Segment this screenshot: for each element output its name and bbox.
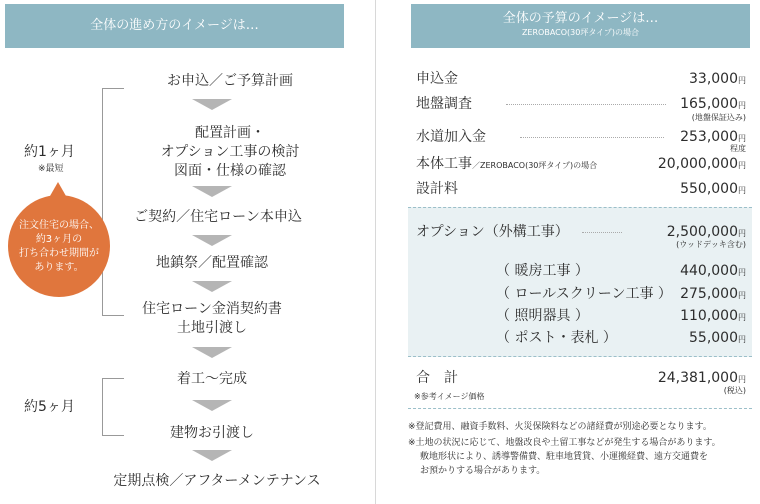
schedule-header: 全体の進め方のイメージは… bbox=[5, 4, 344, 48]
amount-value: 24,381,000 bbox=[657, 370, 738, 386]
step-construction: 着工～完成 bbox=[177, 371, 247, 387]
badge-line: 約3ヶ月の bbox=[35, 234, 83, 245]
option-label: オプション（外構工事） bbox=[416, 224, 569, 240]
item-amount bbox=[600, 155, 746, 175]
item-label bbox=[416, 155, 597, 175]
amount-value: 55,000 bbox=[689, 330, 738, 346]
budget-header bbox=[411, 4, 750, 48]
badge-line: あります。 bbox=[34, 262, 84, 273]
option-label: （ 暖房工事 ） bbox=[496, 263, 589, 279]
step-application: お申込／ご予算計画 bbox=[167, 73, 293, 89]
yen-unit: 円 bbox=[738, 335, 746, 344]
yen-unit: 円 bbox=[738, 76, 746, 85]
step-drawing-check: 図面・仕様の確認 bbox=[174, 163, 286, 179]
item-note: 程度 bbox=[730, 144, 746, 153]
option-amount bbox=[620, 307, 746, 327]
arrow-down-icon bbox=[192, 281, 232, 292]
badge-line: 打ち合わせ期間が bbox=[19, 248, 99, 259]
yen-unit: 円 bbox=[738, 291, 746, 300]
option-amount bbox=[620, 329, 746, 349]
step-groundbreaking: 地鎮祭／配置確認 bbox=[156, 255, 268, 271]
amount-value: 440,000 bbox=[680, 263, 738, 279]
yen-unit: 円 bbox=[738, 101, 746, 110]
item-label: 申込金 bbox=[416, 71, 458, 87]
step-maintenance: 定期点検／アフターメンテナンス bbox=[113, 473, 321, 489]
amount-value: 33,000 bbox=[689, 71, 738, 87]
item-note: (地盤保証込み) bbox=[691, 113, 746, 122]
consultation-period-badge bbox=[8, 195, 110, 297]
footnote-separator bbox=[408, 408, 752, 409]
step-layout-plan: 配置計画・ bbox=[195, 125, 265, 141]
step-contract: ご契約／住宅ローン本申込 bbox=[134, 209, 302, 225]
step-option-review: オプション工事の検討 bbox=[160, 144, 300, 160]
footnote: 敷地形状により、誘導警備費、駐車地賃貸、小運搬経費、遠方交通費を bbox=[420, 452, 709, 462]
arrow-down-icon bbox=[192, 400, 232, 411]
arrow-down-icon bbox=[192, 450, 232, 461]
yen-unit: 円 bbox=[738, 161, 746, 170]
arrow-down-icon bbox=[192, 235, 232, 246]
budget-header-subtitle: ZEROBACO(30坪タイプ)の場合 bbox=[521, 28, 640, 37]
budget-header-title: 全体の予算のイメージは… bbox=[502, 11, 659, 26]
amount-value: 253,000 bbox=[680, 129, 738, 145]
footnote: ※登記費用、融資手数料、火災保険料などの諸経費が別途必要となります。 bbox=[408, 422, 712, 432]
amount-value: 275,000 bbox=[680, 286, 738, 302]
item-label: 水道加入金 bbox=[416, 129, 486, 145]
column-divider bbox=[375, 0, 376, 504]
total-tax-note: (税込) bbox=[723, 386, 746, 395]
yen-unit: 円 bbox=[738, 313, 746, 322]
amount-value: 110,000 bbox=[680, 308, 738, 324]
total-label: 合 計 bbox=[416, 370, 458, 386]
step-loan-contract: 住宅ローン金消契約書 bbox=[142, 301, 282, 317]
period1-note: ※最短 bbox=[38, 164, 64, 174]
option-label: （ ロールスクリーン工事 ） bbox=[496, 286, 672, 302]
total-sub-note: ※参考イメージ価格 bbox=[414, 392, 485, 401]
option-amount bbox=[620, 262, 746, 282]
step-building-handover: 建物お引渡し bbox=[170, 425, 254, 441]
option-label: （ 照明器具 ） bbox=[496, 308, 589, 324]
item-label: 設計料 bbox=[416, 181, 458, 197]
item-label: 地盤調査 bbox=[416, 96, 472, 112]
period2-label: 約5ヶ月 bbox=[24, 399, 75, 415]
option-label: （ ポスト・表札 ） bbox=[496, 330, 617, 346]
yen-unit: 円 bbox=[738, 134, 746, 143]
amount-value: 550,000 bbox=[680, 181, 738, 197]
item-amount bbox=[600, 70, 746, 90]
yen-unit: 円 bbox=[738, 186, 746, 195]
footnote: お預かりする場合があります。 bbox=[420, 466, 546, 476]
arrow-down-icon bbox=[192, 347, 232, 358]
item-amount bbox=[600, 95, 746, 115]
badge-line: 注文住宅の場合、 bbox=[19, 220, 99, 231]
amount-value: 20,000,000 bbox=[657, 156, 738, 172]
footnote: ※土地の状況に応じて、地盤改良や土留工事などが発生する場合があります。 bbox=[408, 438, 721, 448]
arrow-down-icon bbox=[192, 186, 232, 197]
period1-label: 約1ヶ月 bbox=[24, 144, 75, 160]
item-label-text: 本体工事 bbox=[416, 156, 472, 172]
yen-unit: 円 bbox=[738, 229, 746, 238]
yen-unit: 円 bbox=[738, 268, 746, 277]
amount-value: 2,500,000 bbox=[666, 224, 738, 240]
option-note: (ウッドデッキ含む) bbox=[676, 240, 746, 249]
item-label-note: ／ZEROBACO(30坪タイプ)の場合 bbox=[472, 161, 598, 170]
period1-bracket bbox=[102, 88, 124, 316]
step-land-handover: 土地引渡し bbox=[177, 320, 247, 336]
yen-unit: 円 bbox=[738, 375, 746, 384]
item-amount bbox=[600, 180, 746, 200]
option-amount bbox=[656, 285, 746, 305]
amount-value: 165,000 bbox=[680, 96, 738, 112]
callout-pointer bbox=[50, 182, 66, 196]
arrow-down-icon bbox=[192, 99, 232, 110]
